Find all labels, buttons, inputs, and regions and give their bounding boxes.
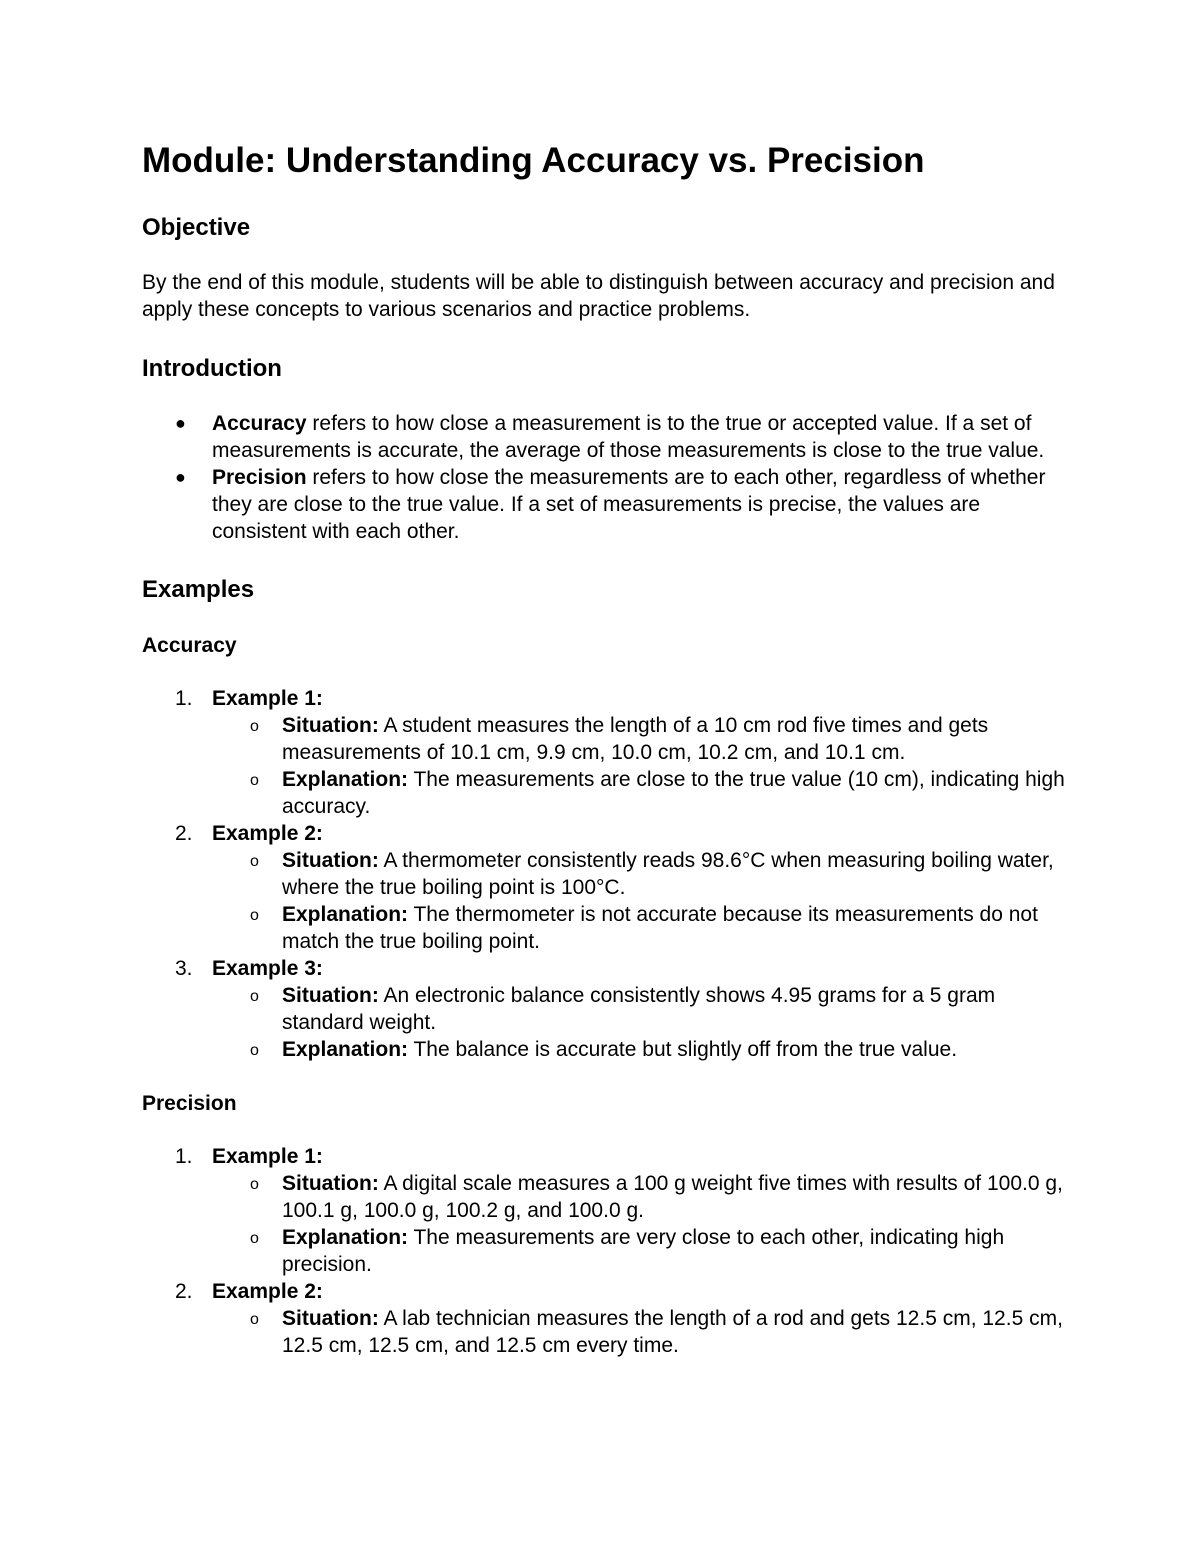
explanation-label: Explanation: bbox=[282, 1038, 409, 1061]
situation-text: A digital scale measures a 100 g weight five times with results of 100.0 g, 100.1 g, 100.0 g, 100.2 g, and 100.0 g. bbox=[282, 1172, 1063, 1222]
precision-example-1 bbox=[142, 1143, 1072, 1278]
example-details bbox=[212, 1170, 1072, 1278]
explanation-item bbox=[212, 766, 1072, 820]
situation-text: An electronic balance consistently shows 4.95 grams for a 5 gram standard weight. bbox=[282, 984, 996, 1034]
explanation-text: The measurements are very close to each other, indicating high precision. bbox=[282, 1226, 1005, 1276]
explanation-text: The thermometer is not accurate because its measurements do not match the true boiling point. bbox=[282, 903, 1038, 953]
situation-label: Situation: bbox=[282, 1307, 379, 1330]
explanation-label: Explanation: bbox=[282, 903, 409, 926]
explanation-label: Explanation: bbox=[282, 1226, 409, 1249]
bullet-icon: ● bbox=[175, 467, 186, 487]
page-title: Module: Understanding Accuracy vs. Precision bbox=[142, 141, 925, 180]
circle-bullet-icon: o bbox=[250, 718, 259, 735]
circle-bullet-icon: o bbox=[250, 1311, 259, 1328]
precision-examples-list bbox=[142, 1143, 1072, 1359]
circle-bullet-icon: o bbox=[250, 1176, 259, 1193]
explanation-item bbox=[212, 1224, 1072, 1278]
example-details bbox=[212, 982, 1072, 1063]
situation-item bbox=[212, 1305, 1072, 1359]
precision-example-2 bbox=[142, 1278, 1072, 1359]
example-label: Example 3: bbox=[212, 957, 323, 980]
circle-bullet-icon: o bbox=[250, 1042, 259, 1059]
circle-bullet-icon: o bbox=[250, 853, 259, 870]
term-accuracy: Accuracy bbox=[212, 412, 307, 435]
introduction-item-accuracy bbox=[142, 410, 1072, 464]
introduction-heading: Introduction bbox=[142, 355, 282, 382]
circle-bullet-icon: o bbox=[250, 907, 259, 924]
list-number: 3. bbox=[175, 957, 193, 980]
bullet-icon: ● bbox=[175, 413, 186, 433]
situation-item bbox=[212, 1170, 1072, 1224]
term-precision: Precision bbox=[212, 466, 307, 489]
example-label: Example 2: bbox=[212, 1280, 323, 1303]
example-label: Example 1: bbox=[212, 1145, 323, 1168]
list-number: 2. bbox=[175, 822, 193, 845]
circle-bullet-icon: o bbox=[250, 1230, 259, 1247]
situation-text: A student measures the length of a 10 cm rod five times and gets measurements of 10.1 cm, 9.9 cm, 10.0 cm, 10.2 cm, and 10.1 cm. bbox=[282, 714, 989, 764]
example-details bbox=[212, 712, 1072, 820]
circle-bullet-icon: o bbox=[250, 988, 259, 1005]
explanation-text: The measurements are close to the true value (10 cm), indicating high accuracy. bbox=[282, 768, 1065, 818]
list-number: 2. bbox=[175, 1280, 193, 1303]
example-label: Example 2: bbox=[212, 822, 323, 845]
explanation-item bbox=[212, 901, 1072, 955]
accuracy-examples-list bbox=[142, 685, 1072, 1063]
accuracy-example-2 bbox=[142, 820, 1072, 955]
explanation-item bbox=[212, 1036, 1072, 1063]
situation-label: Situation: bbox=[282, 849, 379, 872]
accuracy-example-3 bbox=[142, 955, 1072, 1063]
explanation-text: The balance is accurate but slightly off from the true value. bbox=[408, 1038, 958, 1061]
explanation-label: Explanation: bbox=[282, 768, 409, 791]
examples-heading: Examples bbox=[142, 576, 255, 603]
objective-text: By the end of this module, students will be able to distinguish between accuracy and precision and apply these concepts to various scenarios and practice problems. bbox=[142, 271, 1055, 321]
document-page bbox=[142, 138, 1072, 1359]
situation-item bbox=[212, 712, 1072, 766]
example-details bbox=[212, 847, 1072, 955]
situation-item bbox=[212, 982, 1072, 1036]
example-details bbox=[212, 1305, 1072, 1359]
situation-label: Situation: bbox=[282, 984, 379, 1007]
circle-bullet-icon: o bbox=[250, 772, 259, 789]
example-label: Example 1: bbox=[212, 687, 323, 710]
list-number: 1. bbox=[175, 687, 193, 710]
definition-accuracy: refers to how close a measurement is to the true or accepted value. If a set of measurements is accurate, the average of those measurements is close to the true value. bbox=[212, 412, 1045, 462]
list-number: 1. bbox=[175, 1145, 193, 1168]
introduction-list bbox=[142, 410, 1072, 545]
accuracy-subheading: Accuracy bbox=[142, 634, 237, 657]
situation-label: Situation: bbox=[282, 1172, 379, 1195]
objective-heading: Objective bbox=[142, 214, 251, 241]
precision-subheading: Precision bbox=[142, 1092, 237, 1115]
definition-precision: refers to how close the measurements are to each other, regardless of whether they are close to the true value. If a set of measurements is precise, the values are consistent with each other. bbox=[212, 466, 1046, 543]
accuracy-example-1 bbox=[142, 685, 1072, 820]
situation-text: A thermometer consistently reads 98.6°C when measuring boiling water, where the true boiling point is 100°C. bbox=[282, 849, 1054, 899]
situation-item bbox=[212, 847, 1072, 901]
situation-text: A lab technician measures the length of a rod and gets 12.5 cm, 12.5 cm, 12.5 cm, 12.5 cm, and 12.5 cm every time. bbox=[282, 1307, 1063, 1357]
introduction-item-precision bbox=[142, 464, 1072, 545]
situation-label: Situation: bbox=[282, 714, 379, 737]
